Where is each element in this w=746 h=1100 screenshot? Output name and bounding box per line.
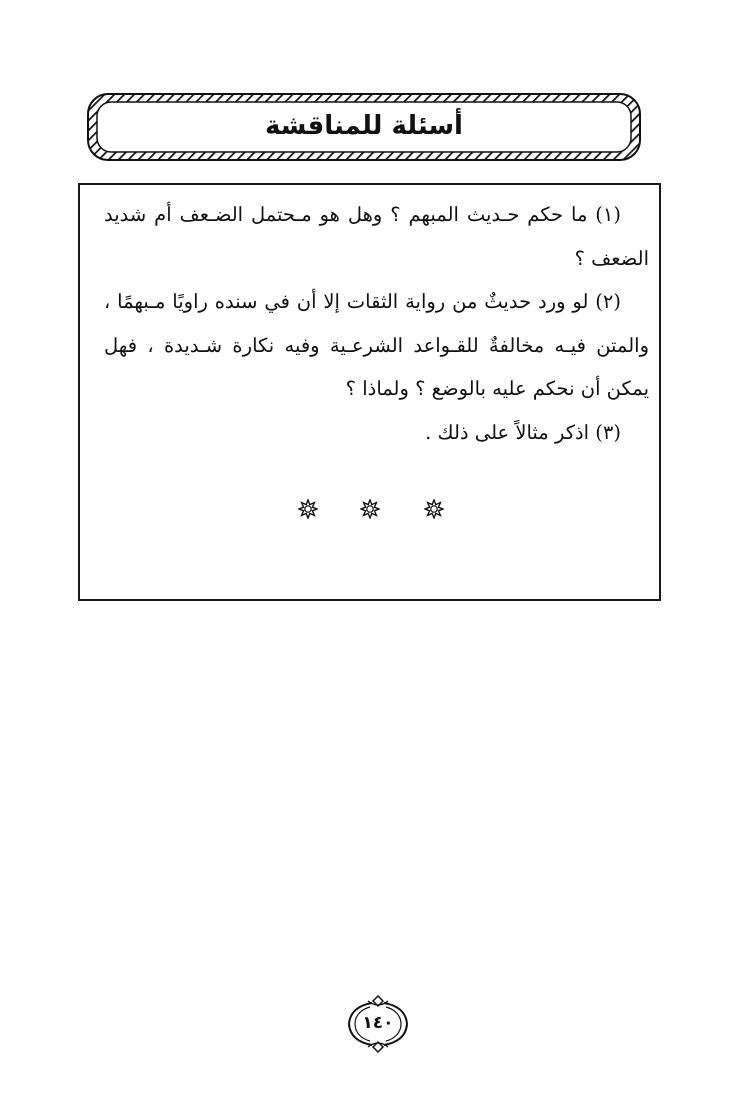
section-title-banner [86, 92, 642, 162]
sun-ornament-icon [298, 499, 318, 519]
page-number-text: ١٤٠ [362, 1013, 394, 1033]
question-item: (٢) لو ورد حديثٌ من رواية الثقات إلا أن في سنده راويًا مـبهمًا ، والمتن فيـه مخالفةٌ للقـواعد الشرعـية وفيه نكارة شـديدة ، فهل يمكن أن نحكم عليه بالوضع ؟ ولماذا ؟ [104, 290, 649, 400]
sun-ornament-icon [360, 499, 380, 519]
question-list [104, 193, 649, 454]
questions-box [78, 183, 661, 601]
sun-ornament-icon [424, 499, 444, 519]
section-title: أسئلة للمناقشة [265, 111, 463, 141]
question-item: (٣) اذكر مثالاً على ذلك . [425, 420, 621, 444]
page-number-ornament [342, 993, 414, 1055]
question-item: (١) ما حكم حـديث المبهم ؟ وهل هو مـحتمل الضـعف أم شديد الضعف ؟ [104, 203, 649, 270]
separator-ornaments [80, 499, 659, 523]
